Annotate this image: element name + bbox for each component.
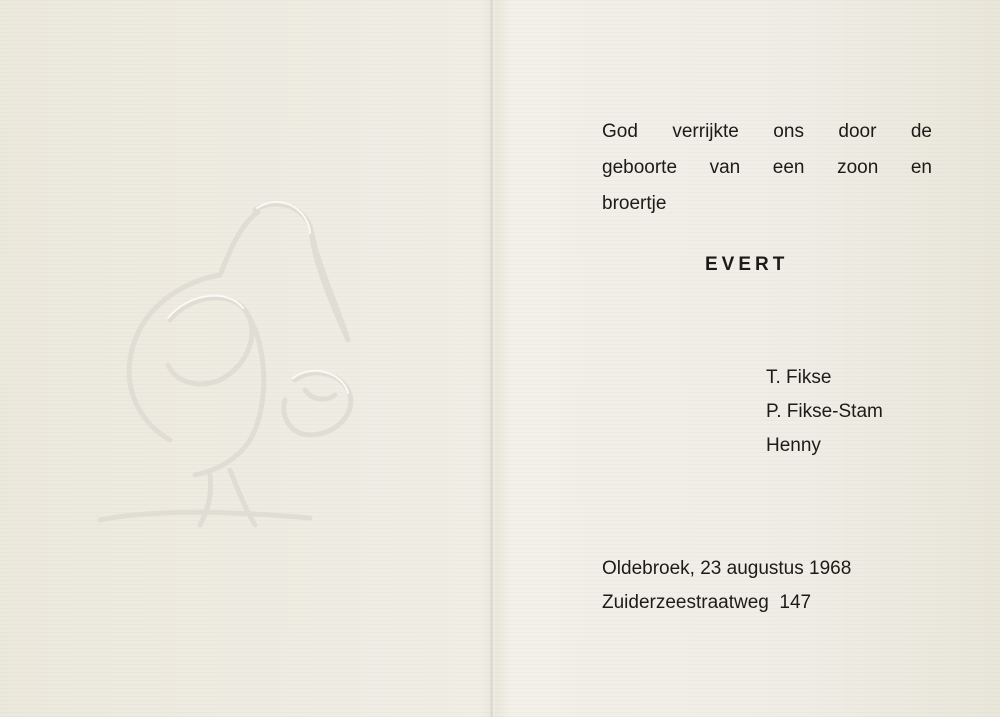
street-address: Zuiderzeestraatweg 147	[602, 592, 812, 613]
intro-line-2: geboorte van een zoon en	[602, 157, 932, 178]
left-panel	[0, 0, 492, 717]
signer-sibling: Henny	[766, 435, 821, 456]
signers-list	[766, 361, 883, 463]
stork-embossing-icon	[80, 190, 380, 550]
announcement-intro	[602, 114, 932, 222]
intro-line-3: broertje	[602, 193, 667, 214]
signer-mother: P. Fikse-Stam	[766, 401, 883, 422]
child-name: EVERT	[705, 254, 789, 275]
signer-father: T. Fikse	[766, 367, 832, 388]
intro-line-1: God verrijkte ons door de	[602, 121, 932, 142]
place-and-address	[602, 552, 851, 620]
place-date: Oldebroek, 23 augustus 1968	[602, 558, 852, 579]
